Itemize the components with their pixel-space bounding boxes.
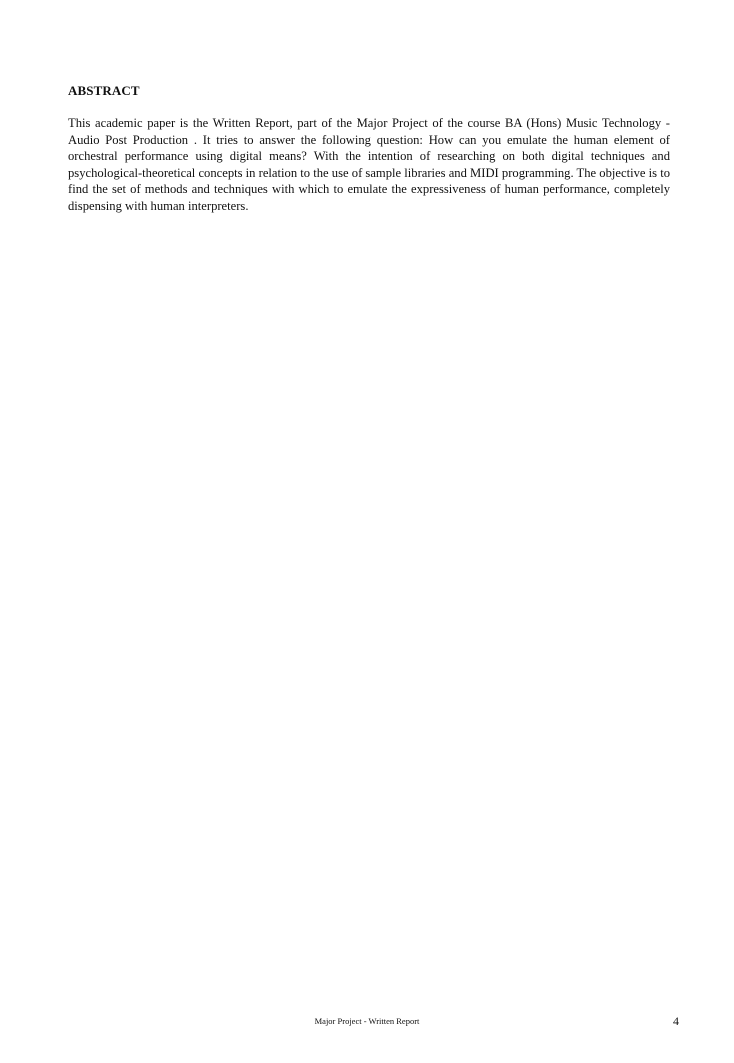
page-footer (0, 1014, 734, 1028)
abstract-paragraph: This academic paper is the Written Report, part of the Major Project of the course BA (Hons) Music Technology - Audio Post Production . It tries to answer the following question: How can you emulate the human element of orchestral performance using digital means? With the intention of researching on both digital techniques and psychological-theoretical concepts in relation to the use of sample libraries and MIDI programming. The objective is to find the set of methods and techniques with which to emulate the expressiveness of human performance, completely dispensing with human interpreters. (68, 116, 670, 213)
footer-label: Major Project - Written Report (314, 1016, 420, 1026)
abstract-heading: ABSTRACT (68, 83, 140, 98)
page-number: 4 (673, 1014, 679, 1028)
abstract-section (68, 83, 670, 214)
